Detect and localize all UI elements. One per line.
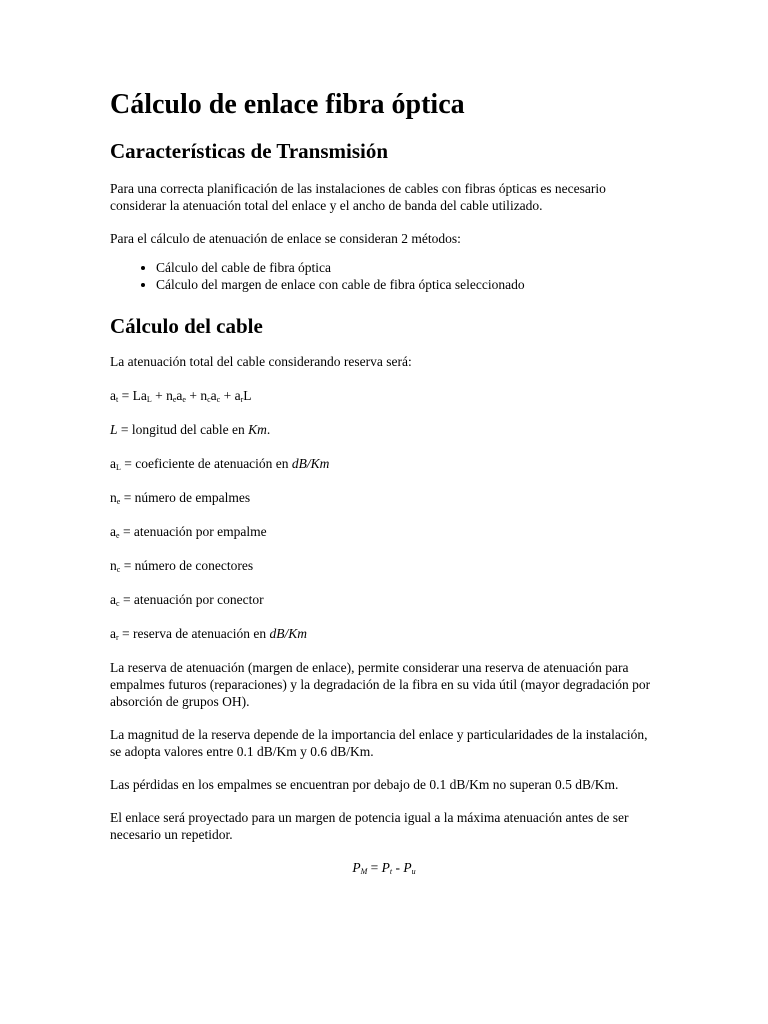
heading-transmision: Características de Transmisión <box>110 139 389 163</box>
heading-cable: Cálculo del cable <box>110 314 263 338</box>
document-page <box>110 88 658 892</box>
paragraph-planificacion: Para una correcta planificación de las instalaciones de cables con fibras ópticas es necesario considerar la atenuación total del enlace y el ancho de banda del cable utilizado. <box>110 181 606 213</box>
document-title: Cálculo de enlace fibra óptica <box>110 89 465 120</box>
paragraph-metodos: Para el cálculo de atenuación de enlace se consideran 2 métodos: <box>110 231 461 246</box>
paragraph-perdidas: Las pérdidas en los empalmes se encuentran por debajo de 0.1 dB/Km no superan 0.5 dB/Km. <box>110 777 619 792</box>
formula-total-attenuation: $a_t = La_L + n_ea_e + n_ca_c + a_rL$ <box>110 388 252 404</box>
methods-list <box>110 259 658 293</box>
paragraph-reserva: La reserva de atenuación (margen de enlace), permite considerar una reserva de atenuación para empalmes futuros (reparaciones) y la degradación de la fibra en su vida útil (mayor degradación por absorción de grupos OH). <box>110 660 651 709</box>
paragraph-enlace: El enlace será proyectado para un margen de potencia igual a la máxima atenuación antes de ser necesario un repetidor. <box>110 810 629 842</box>
definition-L: L = longitud del cable en Km. <box>110 422 271 437</box>
list-item: • Cálculo del margen de enlace con cable de fibra óptica seleccionado <box>156 276 658 293</box>
definition-aL: $a_L$ = coeficiente de atenuación en dB/Km <box>110 456 330 472</box>
definition-ar: $a_r$ = reserva de atenuación en dB/Km <box>110 626 307 642</box>
paragraph-atenuacion-total: La atenuación total del cable considerando reserva será: <box>110 354 412 369</box>
paragraph-magnitud: La magnitud de la reserva depende de la importancia del enlace y particularidades de la instalación, se adopta valores entre 0.1 dB/Km y 0.6 dB/Km. <box>110 727 648 759</box>
definition-ae: $a_e$ = atenuación por empalme <box>110 524 267 540</box>
definition-ne: $n_e$ = número de empalmes <box>110 490 251 506</box>
formula-power-margin: $P_M = P_t - P_u$ <box>352 860 416 876</box>
definition-ac: $a_c$ = atenuación por conector <box>110 592 264 608</box>
definition-nc: $n_c$ = número de conectores <box>110 558 254 574</box>
list-item: • Cálculo del cable de fibra óptica <box>156 259 658 276</box>
